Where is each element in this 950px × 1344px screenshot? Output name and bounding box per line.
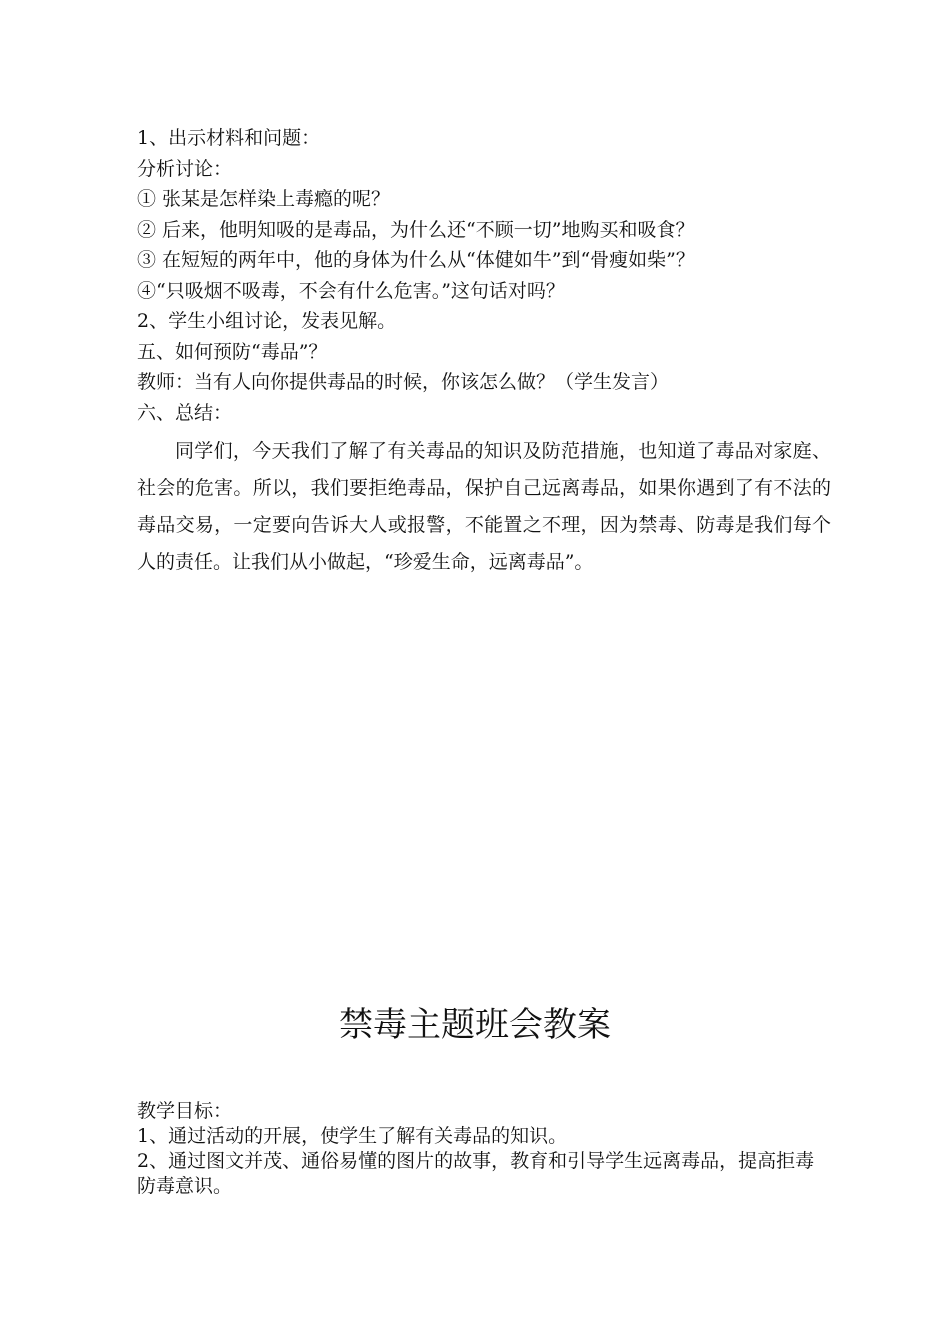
prevention-heading: 五、如何预防“毒品”？: [137, 340, 328, 363]
teaching-goal-1: 1、通过活动的开展，使学生了解有关毒品的知识。: [137, 1125, 568, 1147]
summary-paragraph: 同学们，今天我们了解了有关毒品的知识及防范措施，也知道了毒品对家庭、社会的危害。所以，我们要拒绝毒品，保护自己远离毒品，如果你遇到了有不法的毒品交易，一定要向告诉大人或报警，不能置之不理，因为禁毒、防毒是我们每个人的责任。让我们从小做起，“珍爱生命，远离毒品”。: [137, 440, 831, 573]
summary-heading: 六、总结：: [137, 401, 233, 424]
material-heading: 1、出示材料和问题：: [137, 127, 321, 149]
question-4: ④“只吸烟不吸毒，不会有什么危害。”这句话对吗？: [137, 279, 565, 302]
question-1: ① 张某是怎样染上毒瘾的呢？: [137, 188, 391, 210]
question-2: ② 后来，他明知吸的是毒品，为什么还“不顾一切”地购买和吸食？: [137, 218, 695, 241]
teaching-goals-heading: 教学目标：: [137, 1100, 233, 1122]
teacher-question: 教师：当有人向你提供毒品的时候，你该怎么做？（学生发言）: [137, 371, 670, 393]
question-3: ③ 在短短的两年中，他的身体为什么从“体健如牛”到“骨瘦如柴”？: [137, 249, 695, 271]
group-discussion: 2、学生小组讨论，发表见解。: [137, 310, 397, 332]
discussion-heading: 分析讨论：: [137, 157, 233, 180]
lesson-plan-title: 禁毒主题班会教案: [339, 1005, 611, 1045]
teaching-goals-section: [137, 1099, 827, 1199]
lesson-continued-section: [137, 123, 837, 581]
teaching-goal-2: 2、通过图文并茂、通俗易懂的图片的故事，教育和引导学生远离毒品，提高拒毒防毒意识。: [137, 1150, 815, 1197]
